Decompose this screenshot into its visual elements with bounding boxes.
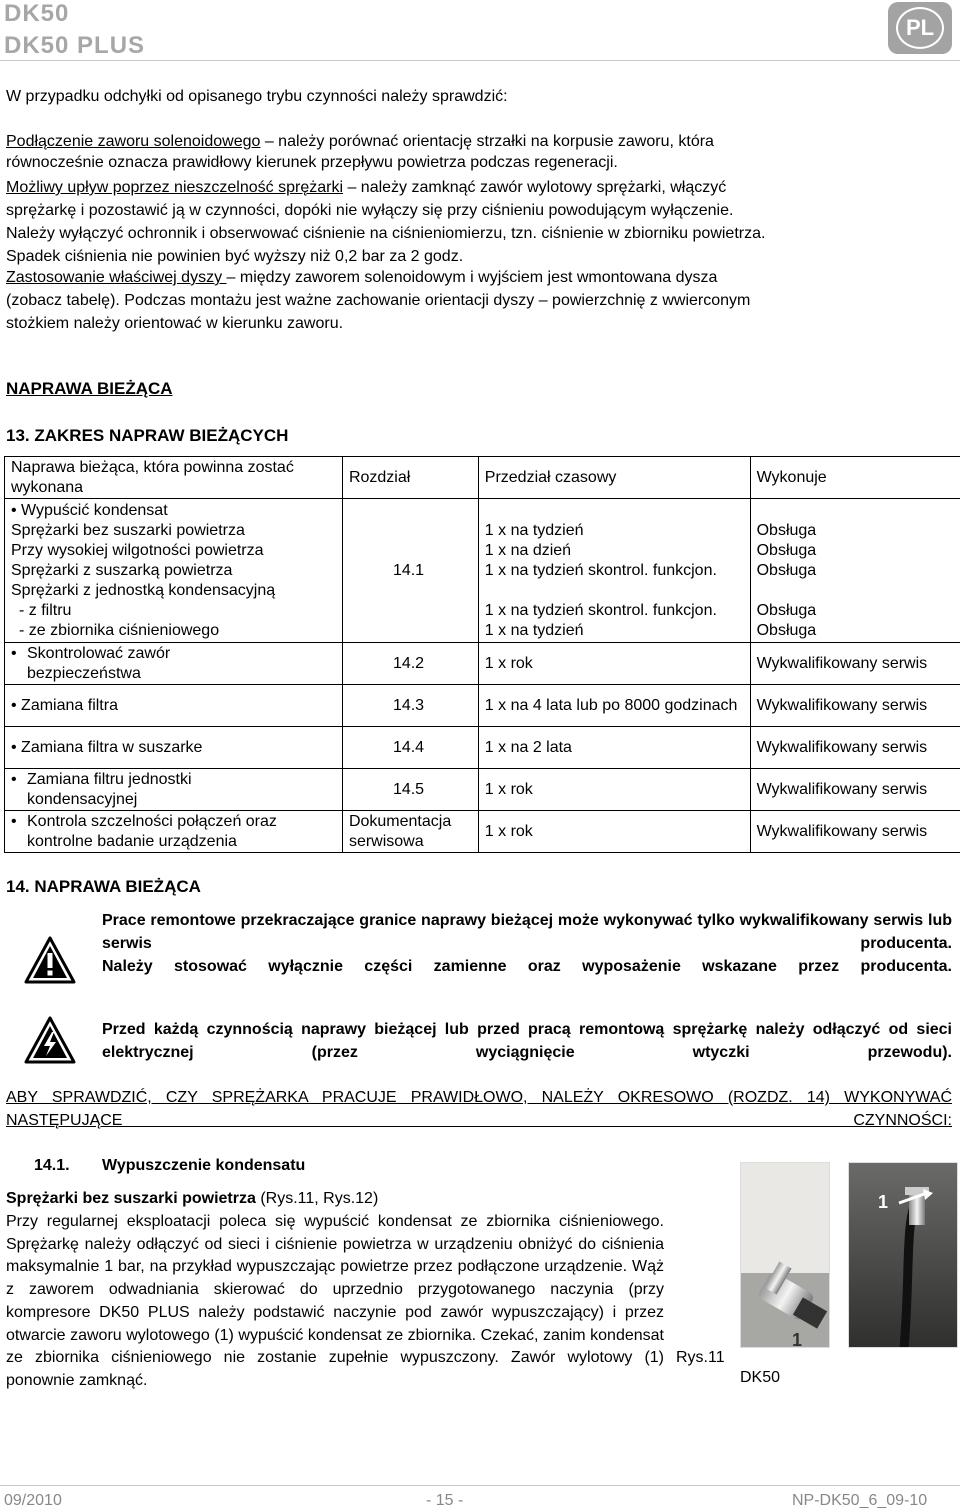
- section-13-heading: 13. ZAKRES NAPRAW BIEŻĄCYCH: [6, 426, 289, 445]
- row2-who: Wykwalifikowany serwis: [750, 643, 960, 685]
- check-1-title: Podłączenie zaworu solenoidowego: [6, 133, 261, 150]
- row1-interval-line: [485, 581, 744, 601]
- row3-task-text: • Zamiana filtra: [11, 697, 118, 714]
- language-badge-label: PL: [896, 7, 944, 49]
- figure-photo-right: [848, 1162, 958, 1348]
- table-header-interval: Przedział czasowy: [478, 457, 750, 499]
- subsection-number: 14.1.: [34, 1157, 70, 1174]
- header-divider: [0, 60, 960, 61]
- table-row: [5, 499, 960, 643]
- row2-chapter-text: 14.2: [392, 654, 425, 672]
- check-3-text-a: – między zaworem solenoidowym i wyjściem jest wmontowana dysza: [226, 269, 718, 286]
- row1-who: [750, 499, 960, 643]
- check-3-line-2: (zobacz tabelę). Podczas montażu jest ważne zachowanie orientacji dyszy – powierzchnię z wwierconym: [6, 292, 751, 309]
- row5-task: [5, 769, 343, 811]
- row4-task: [5, 727, 343, 769]
- row4-task-text: • Zamiana filtra w suszarke: [11, 739, 202, 756]
- warning-exclamation-icon: [24, 936, 76, 984]
- warning-2-text: Należy stosować wyłącznie części zamienne oraz wyposażenie wskazane przez producenta.: [102, 958, 952, 975]
- row1-who-line: Obsługa: [756, 561, 817, 579]
- row1-interval-line: [485, 501, 744, 521]
- row3-interval: 1 x na 4 lata lub po 8000 godzinach: [478, 685, 750, 727]
- footer-divider: [0, 1485, 960, 1486]
- row1-item: Sprężarki bez suszarki powietrza: [11, 521, 245, 539]
- body-lead-rest: (Rys.11, Rys.12): [255, 1190, 379, 1207]
- row4-chapter-text: 14.4: [392, 738, 425, 756]
- row2-chapter: [342, 643, 478, 685]
- body-lead-bold: Sprężarki bez suszarki powietrza: [6, 1190, 256, 1207]
- row1-interval-line: 1 x na tydzień skontrol. funkcjon.: [484, 561, 717, 579]
- check-3-line-3: stożkiem należy orientować w kierunku zaworu.: [6, 315, 344, 332]
- check-1-line-2: równocześnie oznacza prawidłowy kierunek przepływu powietrza podczas regeneracji.: [6, 154, 618, 171]
- row6-interval: 1 x rok: [478, 811, 750, 853]
- check-note-text: ABY SPRAWDZIĆ, CZY SPRĘŻARKA PRACUJE PRAWIDŁOWO, NALEŻY OKRESOWO (ROZDZ. 14) WYKONYWAĆ NASTĘPUJĄCE CZYNNOŚCI:: [6, 1089, 952, 1129]
- row5-who: Wykwalifikowany serwis: [750, 769, 960, 811]
- row3-chapter: [342, 685, 478, 727]
- check-2-line-1: [6, 177, 954, 199]
- row1-item: Przy wysokiej wilgotności powietrza: [11, 541, 264, 559]
- row1-task: [5, 499, 343, 643]
- row2-task-text: Skontrolować zawór bezpieczeństwa: [27, 644, 171, 682]
- row6-who: Wykwalifikowany serwis: [750, 811, 960, 853]
- table-row: [5, 727, 960, 769]
- check-note: [6, 1086, 952, 1132]
- row1-chapter: [342, 499, 478, 643]
- check-3-line-1: [6, 267, 954, 289]
- row3-who: Wykwalifikowany serwis: [750, 685, 960, 727]
- section-14-heading: 14. NAPRAWA BIEŻĄCA: [6, 877, 201, 896]
- row5-chapter: [342, 769, 478, 811]
- figure-callout-bottom: 1: [792, 1330, 803, 1350]
- figure-callout-top: 1: [878, 1192, 889, 1212]
- table-row: [5, 811, 960, 853]
- figure-photo-left: [740, 1162, 830, 1348]
- row1-item: Sprężarki z suszarką powietrza: [11, 561, 233, 579]
- footer-doc-id: NP-DK50_6_09-10: [792, 1492, 928, 1509]
- row5-interval: 1 x rok: [478, 769, 750, 811]
- table-header-who: Wykonuje: [750, 457, 960, 499]
- row1-who-line: [757, 581, 960, 601]
- row1-item: Sprężarki z jednostką kondensacyjną: [11, 581, 276, 599]
- table-header-chapter: Rozdział: [342, 457, 478, 499]
- subsection-title: Wypuszczenie kondensatu: [102, 1157, 306, 1174]
- table-header-row: [5, 457, 960, 499]
- row5-chapter-text: 14.5: [392, 780, 425, 798]
- row3-chapter-text: 14.3: [392, 696, 425, 714]
- row6-task-text: Kontrola szczelności połączeń oraz kontrolne badanie urządzenia: [27, 812, 277, 850]
- model-title-2: DK50 PLUS: [4, 32, 146, 59]
- check-2-text-a: – należy zamknąć zawór wylotowy sprężarki, włączyć: [343, 179, 727, 196]
- row4-interval: 1 x na 2 lata: [478, 727, 750, 769]
- row2-interval: 1 x rok: [478, 643, 750, 685]
- row4-who: Wykwalifikowany serwis: [750, 727, 960, 769]
- language-badge: [888, 2, 952, 54]
- check-2-title: Możliwy upływ poprzez nieszczelność sprężarki: [6, 179, 344, 196]
- model-title-1: DK50: [4, 0, 70, 27]
- section-naprawa-heading: NAPRAWA BIEŻĄCA: [6, 379, 173, 398]
- body-paragraph: Przy regularnej eksploatacji poleca się wypuścić kondensat ze zbiornika ciśnieniowego. Sprężarkę należy odłączyć od sieci i ciśnienie powietrza w urządzeniu obniżyć do ciśnienia maksymalnie 1 bar, na przykład wypuszczając powietrze przez podłączone urządzenie. Wąż z zaworem odwadniania skierować do uprzednio przygotowanego naczynia (przy kompresore DK50 PLUS należy podstawić naczynie pod zawór wypuszczający) i przez otwarcie zaworu wylotowego (1) wypuścić kondensat ze zbiornika. Czekać, zanim kondensat ze zbiornika ciśnieniowego nie zostanie zupełnie wypuszczony. Zawór wylotowy (1) ponownie zamknąć.: [6, 1213, 664, 1389]
- row1-interval-line: 1 x na tydzień: [484, 521, 584, 539]
- row3-task: [5, 685, 343, 727]
- row1-interval: [478, 499, 750, 643]
- figure-model: DK50: [740, 1369, 781, 1386]
- warning-1-text: Prace remontowe przekraczające granice naprawy bieżącej może wykonywać tylko wykwalifikowany serwis lub serwis producenta.: [102, 912, 952, 952]
- check-2-line-4: Spadek ciśnienia nie powinien być wyższy niż 0,2 bar za 2 godz.: [6, 248, 464, 265]
- row1-who-line: Obsługa: [756, 601, 817, 619]
- row1-who-line: Obsługa: [756, 621, 817, 639]
- row1-interval-line: 1 x na dzień: [484, 541, 572, 559]
- body-lead: [6, 1188, 378, 1210]
- row1-interval-line: 1 x na tydzień: [484, 621, 584, 639]
- warning-electric-icon: [24, 1016, 76, 1064]
- table-header-task: Naprawa bieżąca, która powinna zostać wykonana: [5, 457, 343, 499]
- row1-who-line: Obsługa: [756, 521, 817, 539]
- table-row: [5, 685, 960, 727]
- check-2-line-3: Należy wyłączyć ochronnik i obserwować ciśnienie na ciśnieniomierzu, tzn. ciśnienie w zbiorniku powietrza.: [6, 225, 766, 242]
- row1-who-line: [757, 501, 960, 521]
- row1-item: - z filtru: [19, 601, 72, 619]
- row1-item: - ze zbiornika ciśnieniowego: [19, 621, 220, 639]
- table-row: [5, 643, 960, 685]
- row1-chapter-text: 14.1: [392, 561, 425, 579]
- row4-chapter: [342, 727, 478, 769]
- row6-chapter: Dokumentacja serwisowa: [342, 811, 478, 853]
- footer-page: - 15 -: [426, 1492, 464, 1509]
- maintenance-table: [4, 456, 960, 853]
- row6-task: [5, 811, 343, 853]
- check-1-line-1: [6, 131, 954, 153]
- row1-who-line: Obsługa: [756, 541, 817, 559]
- figure-label: Rys.11: [676, 1349, 725, 1366]
- bullet-icon: •: [11, 644, 17, 662]
- check-1-text-a: – należy porównać orientację strzałki na korpusie zaworu, która: [260, 133, 714, 150]
- intro-text: W przypadku odchyłki od opisanego trybu czynności należy sprawdzić:: [6, 88, 508, 105]
- check-3-title: Zastosowanie właściwej dyszy: [6, 269, 227, 286]
- row1-interval-line: 1 x na tydzień skontrol. funkcjon.: [484, 601, 717, 619]
- bullet-icon: •: [11, 770, 17, 788]
- warning-3-text: Przed każdą czynnością naprawy bieżącej lub przed pracą remontową sprężarkę należy odłączyć od sieci elektrycznej (przez wyciągnięcie wtyczki przewodu).: [102, 1021, 952, 1061]
- row5-task-text: Zamiana filtru jednostki kondensacyjnej: [27, 770, 192, 808]
- table-row: [5, 769, 960, 811]
- row1-item: • Wypuścić kondensat: [11, 501, 336, 521]
- row2-task: [5, 643, 343, 685]
- footer-date: 09/2010: [4, 1492, 62, 1509]
- bullet-icon: •: [11, 812, 17, 830]
- check-2-line-2: sprężarkę i pozostawić ją w czynności, dopóki nie wyłączy się przy ciśnieniu powodującym wyłączenie.: [6, 202, 734, 219]
